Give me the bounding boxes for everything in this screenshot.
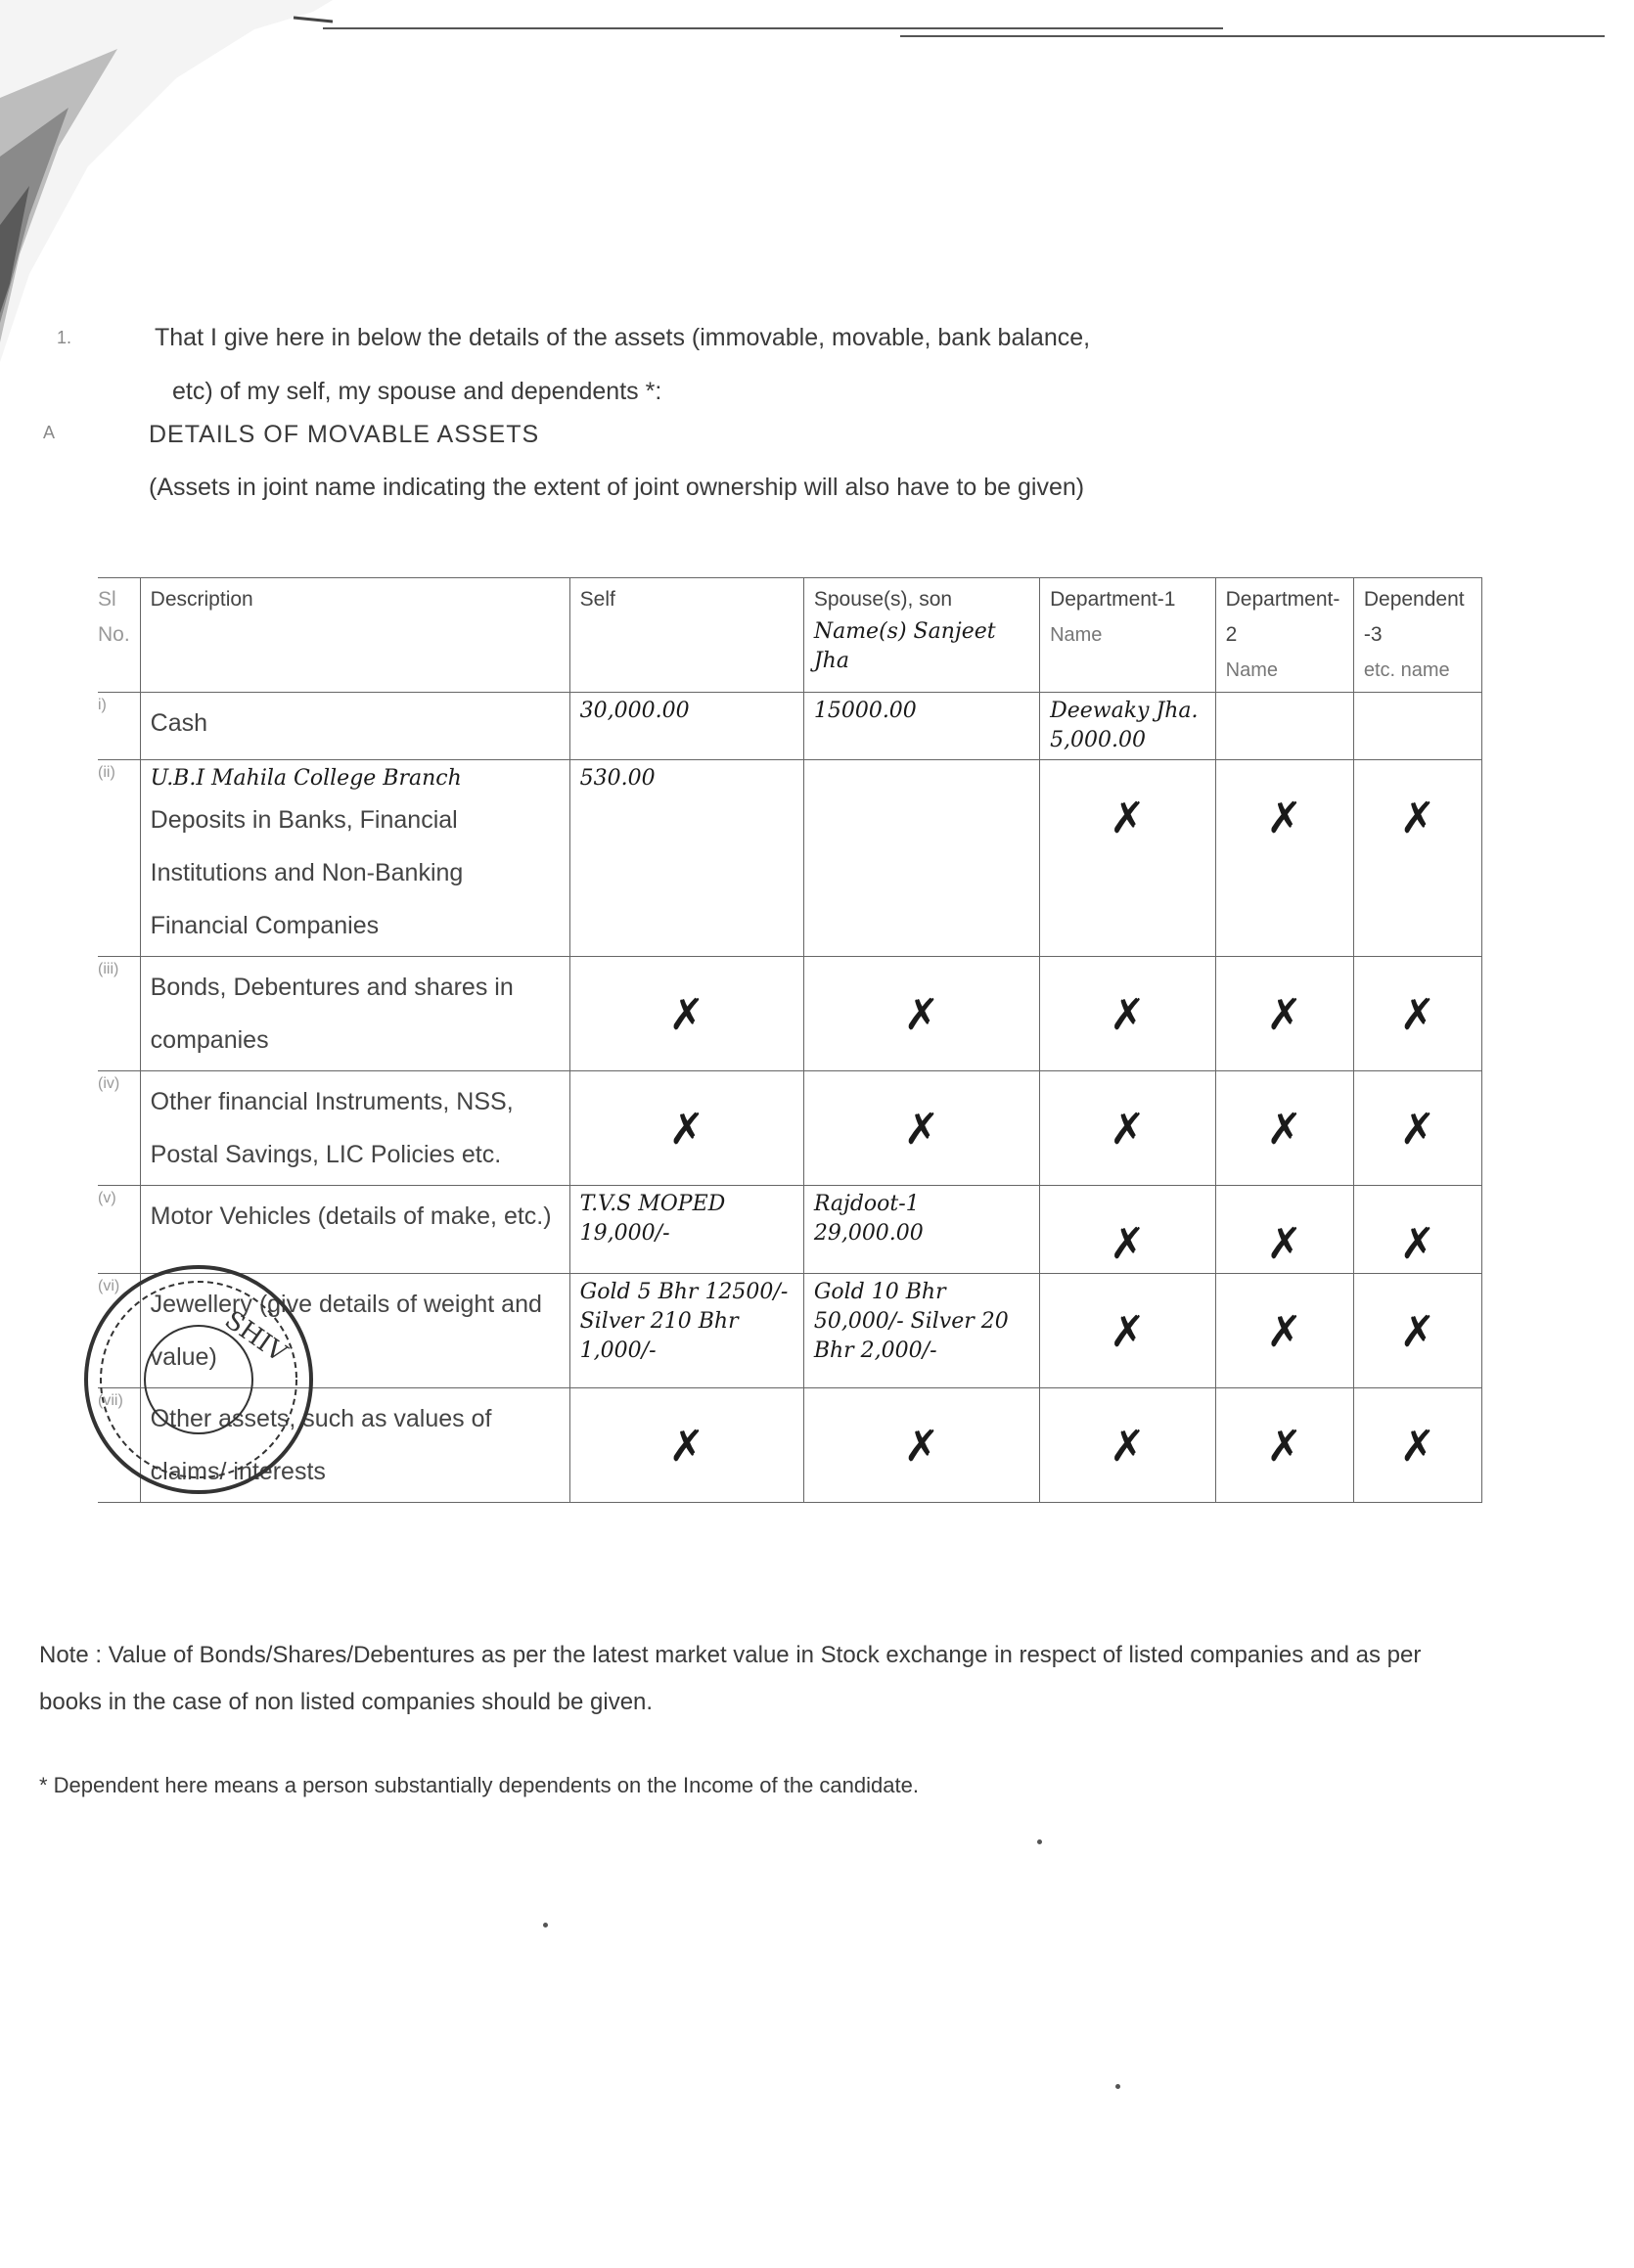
header-dep2	[1215, 578, 1353, 693]
header-dep1	[1040, 578, 1216, 693]
cell-dep1	[1040, 1186, 1216, 1274]
cell-dep2	[1215, 1274, 1353, 1388]
row-sl: (vii)	[98, 1388, 140, 1503]
scan-speck	[1037, 1839, 1042, 1844]
cell-dep1	[1040, 957, 1216, 1071]
cell-self: 530.00	[569, 760, 803, 957]
header-description: Description	[140, 578, 569, 693]
row-description: Other assets, such as values of claims/ interests	[140, 1388, 569, 1503]
cross-mark: ✗	[1109, 1219, 1146, 1269]
cell-dep2	[1215, 1071, 1353, 1186]
header-dep3	[1353, 578, 1481, 693]
header-dep3-sub: etc. name	[1363, 659, 1450, 681]
cross-mark: ✗	[1266, 990, 1303, 1040]
cell-spouse	[803, 1071, 1039, 1186]
scan-speck	[1115, 2084, 1120, 2089]
cross-mark: ✗	[1109, 794, 1146, 843]
official-seal-stamp	[76, 1257, 321, 1502]
cell-self	[569, 1388, 803, 1503]
svg-text:SHIV: SHIV	[218, 1305, 293, 1369]
row-sl: (v)	[98, 1186, 140, 1274]
cell-dep1	[1040, 760, 1216, 957]
row-description: Jewellery (give details of weight and value)	[140, 1274, 569, 1388]
cell-dep2	[1215, 693, 1353, 760]
table-row	[98, 957, 1482, 1071]
cell-spouse: Gold 10 Bhr 50,000/- Silver 20 Bhr 2,000/-	[803, 1274, 1039, 1388]
row-sl: (iv)	[98, 1071, 140, 1186]
header-spouse-name: Name(s) Sanjeet Jha	[813, 619, 996, 673]
bank-branch-note: U.B.I Mahila College Branch	[150, 766, 462, 791]
cross-mark: ✗	[1399, 990, 1436, 1040]
header-dep3-label: Dependent -3	[1363, 588, 1465, 646]
cell-dep3	[1353, 760, 1481, 957]
cross-mark: ✗	[668, 990, 705, 1040]
cross-mark: ✗	[1266, 1105, 1303, 1155]
header-dep2-sub: Name	[1225, 659, 1278, 681]
cell-dep3	[1353, 1274, 1481, 1388]
cell-self: Gold 5 Bhr 12500/- Silver 210 Bhr 1,000/-	[569, 1274, 803, 1388]
intro-line-2: etc) of my self, my spouse and dependents *:	[172, 378, 662, 405]
section-title: DETAILS OF MOVABLE ASSETS	[149, 421, 540, 448]
cell-spouse: Rajdoot-1 29,000.00	[803, 1186, 1039, 1274]
intro-line-1: That I give here in below the details of the assets (immovable, movable, bank balance,	[155, 324, 1091, 351]
cell-self: T.V.S MOPED 19,000/-	[569, 1186, 803, 1274]
table-row	[98, 693, 1482, 760]
cross-mark: ✗	[668, 1422, 705, 1472]
cross-mark: ✗	[1266, 1307, 1303, 1357]
cross-mark: ✗	[1399, 1105, 1436, 1155]
cell-dep3	[1353, 1186, 1481, 1274]
cell-spouse	[803, 760, 1039, 957]
header-spouse	[803, 578, 1039, 693]
row-description: Other financial Instruments, NSS, Postal Savings, LIC Policies etc.	[140, 1071, 569, 1186]
row-description: Motor Vehicles (details of make, etc.)	[140, 1186, 569, 1274]
footnote-note: Note : Value of Bonds/Shares/Debentures as per the latest market value in Stock exchange in respect of listed companies and as per books in the case of non listed companies should be given.	[39, 1642, 1422, 1715]
margin-number: 1.	[57, 328, 72, 347]
row-sl: i)	[98, 693, 140, 760]
cell-spouse	[803, 957, 1039, 1071]
cell-self	[569, 1071, 803, 1186]
cell-spouse: 15000.00	[803, 693, 1039, 760]
cell-self	[569, 957, 803, 1071]
cross-mark: ✗	[1399, 794, 1436, 843]
row-description-text: Deposits in Banks, Financial Institutions and Non-Banking Financial Companies	[150, 806, 464, 939]
row-description: Bonds, Debentures and shares in companies	[140, 957, 569, 1071]
top-rule-right	[900, 35, 1605, 37]
row-sl: (iii)	[98, 957, 140, 1071]
header-self: Self	[569, 578, 803, 693]
scan-speck	[543, 1923, 548, 1928]
cross-mark: ✗	[1399, 1422, 1436, 1472]
cell-dep1: Deewaky Jha. 5,000.00	[1040, 693, 1216, 760]
cell-dep3	[1353, 693, 1481, 760]
table-row	[98, 760, 1482, 957]
cross-mark: ✗	[903, 1105, 940, 1155]
cross-mark: ✗	[1109, 1105, 1146, 1155]
intro-paragraph	[57, 311, 1427, 419]
cross-mark: ✗	[903, 990, 940, 1040]
table-row	[98, 1071, 1482, 1186]
cross-mark: ✗	[1109, 1307, 1146, 1357]
cross-mark: ✗	[1109, 1422, 1146, 1472]
row-description: Cash	[140, 693, 569, 760]
header-spouse-label: Spouse(s), son	[813, 588, 953, 611]
cell-dep1	[1040, 1071, 1216, 1186]
cell-spouse	[803, 1388, 1039, 1503]
cell-dep1	[1040, 1274, 1216, 1388]
cell-dep3	[1353, 1388, 1481, 1503]
header-dep2-label: Department-2	[1225, 588, 1340, 646]
cell-self: 30,000.00	[569, 693, 803, 760]
header-dep1-sub: Name	[1050, 624, 1103, 646]
cross-mark: ✗	[1399, 1307, 1436, 1357]
cross-mark: ✗	[1266, 1219, 1303, 1269]
section-number: A	[43, 423, 56, 442]
cell-dep3	[1353, 1071, 1481, 1186]
cross-mark: ✗	[1109, 990, 1146, 1040]
top-rule	[323, 27, 1223, 29]
header-dep1-label: Department-1	[1050, 588, 1176, 611]
table-header-row	[98, 578, 1482, 693]
cell-dep3	[1353, 957, 1481, 1071]
cell-dep2	[1215, 957, 1353, 1071]
cell-dep1	[1040, 1388, 1216, 1503]
row-sl: (vi)	[98, 1274, 140, 1388]
row-sl: (ii)	[98, 760, 140, 957]
cross-mark: ✗	[1266, 794, 1303, 843]
footnote-dependent: * Dependent here means a person substantially dependents on the Income of the candidate.	[39, 1773, 919, 1797]
header-sl: Sl No.	[98, 578, 140, 693]
cell-dep2	[1215, 1388, 1353, 1503]
cell-dep2	[1215, 1186, 1353, 1274]
cross-mark: ✗	[1399, 1219, 1436, 1269]
row-description	[140, 760, 569, 957]
cross-mark: ✗	[668, 1105, 705, 1155]
cell-dep2	[1215, 760, 1353, 957]
cross-mark: ✗	[1266, 1422, 1303, 1472]
cross-mark: ✗	[903, 1422, 940, 1472]
section-note: (Assets in joint name indicating the extent of joint ownership will also have to be given)	[149, 474, 1085, 501]
